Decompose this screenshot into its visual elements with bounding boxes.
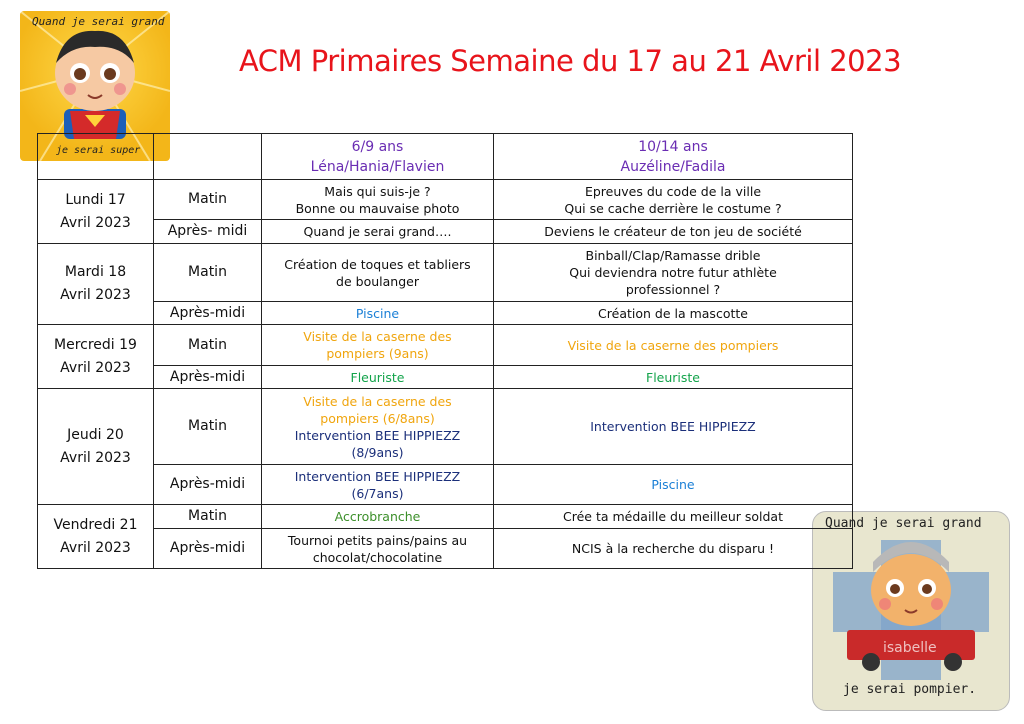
table-row [38,220,853,244]
activity-line: Visite de la caserne des [303,393,452,409]
activity-cell [262,389,494,465]
illustration-caption-top: Quand je serai grand [825,516,982,531]
illustration-caption-bottom: je serai super [56,145,141,156]
activity-cell: Visite de la caserne des pompiers [494,325,853,366]
activity-cell: Accrobranche [262,505,494,529]
activity-cell [262,529,494,569]
table-row [38,529,853,569]
activity-line: pompiers (6/8ans) [320,410,435,426]
activity-cell [262,325,494,366]
day-cell-lundi [38,180,154,244]
day-name: Mercredi 19 [54,336,137,353]
activity-cell [262,465,494,505]
day-date: Avril 2023 [60,539,131,556]
activity-line: Qui deviendra notre futur athlète [569,265,777,280]
table-row [38,302,853,325]
schedule-table [37,133,853,569]
activity-line: Intervention BEE HIPPIEZZ [294,468,461,484]
table-row [38,180,853,220]
slot-label: Matin [154,180,262,220]
activity-line: professionnel ? [625,282,721,297]
activity-line: chocolat/chocolatine [312,549,443,565]
activity-cell [262,180,494,220]
day-name: Vendredi 21 [53,516,138,533]
activity-cell: Deviens le créateur de ton jeu de société [494,220,853,244]
day-date: Avril 2023 [60,449,131,466]
activity-cell: NCIS à la recherche du disparu ! [494,529,853,569]
slot-label: Après-midi [154,465,262,505]
group-age: 10/14 ans [638,138,708,155]
watermark-text: isabelle [883,640,937,656]
activity-cell: Fleuriste [262,366,494,389]
table-row [38,505,853,529]
activity-line: Binball/Clap/Ramasse drible [585,248,761,263]
slot-label: Matin [154,244,262,302]
activity-line: Visite de la caserne des [303,329,452,344]
day-name: Lundi 17 [65,191,126,208]
illustration-caption-top: Quand je serai grand [32,15,165,28]
day-cell-mardi [38,244,154,325]
slot-label: Matin [154,505,262,529]
activity-line: Tournoi petits pains/pains au [287,532,468,548]
day-date: Avril 2023 [60,359,131,376]
slot-label: Après-midi [154,529,262,569]
day-cell-mercredi [38,325,154,389]
activity-line: Intervention BEE HIPPIEZZ [294,427,461,443]
day-cell-jeudi [38,389,154,505]
table-row [38,244,853,302]
group-header-10-14 [494,134,853,180]
activity-cell: Piscine [262,302,494,325]
group-age: 6/9 ans [351,138,404,155]
activity-line: Création de toques et tabliers [284,256,471,272]
day-cell-vendredi [38,505,154,569]
activity-cell [262,244,494,302]
header-row [38,134,853,180]
activity-line: de boulanger [336,273,419,289]
activity-line: (8/9ans) [351,444,404,460]
table-row [38,465,853,505]
activity-cell: Quand je serai grand…. [262,220,494,244]
activity-cell: Création de la mascotte [494,302,853,325]
day-date: Avril 2023 [60,214,131,231]
group-names: Auzéline/Fadila [620,158,726,175]
activity-cell: Intervention BEE HIPPIEZZ [494,389,853,465]
activity-cell: Piscine [494,465,853,505]
activity-cell [494,244,853,302]
slot-label: Après- midi [154,220,262,244]
table-row [38,389,853,465]
table-row [38,366,853,389]
page-title: ACM Primaires Semaine du 17 au 21 Avril 2023 [238,44,902,78]
slot-label: Matin [154,389,262,465]
slot-label: Après-midi [154,302,262,325]
slot-label: Matin [154,325,262,366]
day-name: Mardi 18 [64,264,127,280]
illustration-caption-bottom: je serai pompier. [843,682,977,697]
group-names: Léna/Hania/Flavien [310,158,445,175]
activity-cell: Fleuriste [494,366,853,389]
activity-cell: Crée ta médaille du meilleur soldat [494,505,853,529]
day-date: Avril 2023 [60,287,131,303]
activity-line: Mais qui suis-je ? [324,183,431,199]
activity-line: pompiers (9ans) [326,346,429,361]
empty-cell [38,134,154,180]
empty-cell [154,134,262,180]
slot-label: Après-midi [154,366,262,389]
group-header-6-9 [262,134,494,180]
table-row [38,325,853,366]
day-name: Jeudi 20 [67,426,124,443]
activity-cell [494,180,853,220]
activity-line: Qui se cache derrière le costume ? [564,200,782,216]
activity-line: Epreuves du code de la ville [584,183,762,199]
activity-line: Bonne ou mauvaise photo [295,200,460,216]
activity-line: (6/7ans) [351,485,404,501]
